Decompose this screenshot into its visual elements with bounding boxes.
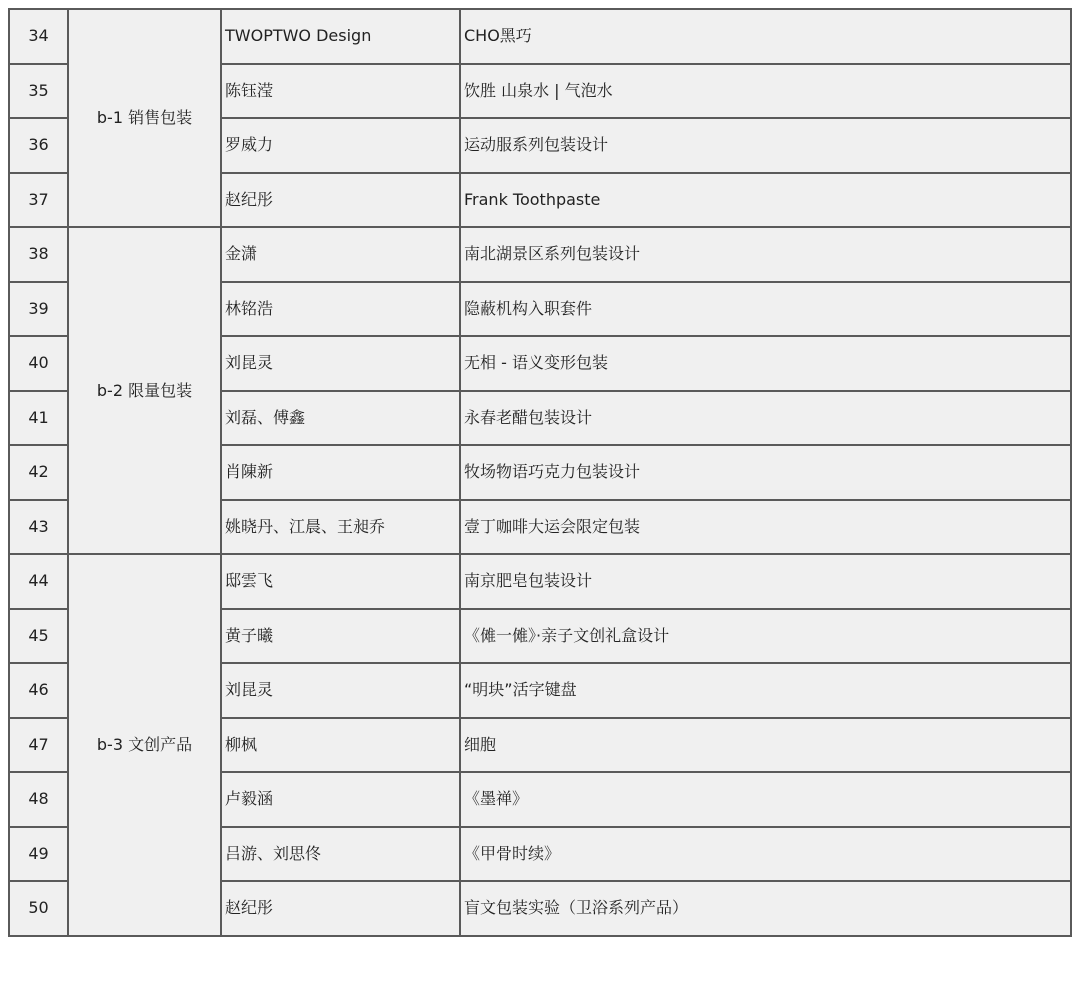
row-number: 49 bbox=[9, 827, 68, 882]
entries-table bbox=[8, 8, 1072, 937]
row-number: 36 bbox=[9, 118, 68, 173]
row-number: 50 bbox=[9, 881, 68, 936]
work-title-cell: 《墨禅》 bbox=[460, 772, 1071, 827]
author-cell: 赵纪彤 bbox=[221, 881, 460, 936]
work-title-cell: 牧场物语巧克力包装设计 bbox=[460, 445, 1071, 500]
author-cell: 刘昆灵 bbox=[221, 336, 460, 391]
category-cell: b-1 销售包装 bbox=[68, 9, 221, 227]
row-number: 38 bbox=[9, 227, 68, 282]
work-title-cell: CHO黑巧 bbox=[460, 9, 1071, 64]
row-number: 40 bbox=[9, 336, 68, 391]
work-title-cell: 盲文包装实验（卫浴系列产品） bbox=[460, 881, 1071, 936]
author-cell: 姚晓丹、江晨、王昶乔 bbox=[221, 500, 460, 555]
row-number: 46 bbox=[9, 663, 68, 718]
author-cell: 柳枫 bbox=[221, 718, 460, 773]
author-cell: 林铭浩 bbox=[221, 282, 460, 337]
row-number: 42 bbox=[9, 445, 68, 500]
author-cell: 陈钰滢 bbox=[221, 64, 460, 119]
row-number: 35 bbox=[9, 64, 68, 119]
work-title-cell: “明块”活字键盘 bbox=[460, 663, 1071, 718]
author-cell: 黄子曦 bbox=[221, 609, 460, 664]
row-number: 41 bbox=[9, 391, 68, 446]
row-number: 37 bbox=[9, 173, 68, 228]
entries-table-wrapper bbox=[8, 8, 1072, 937]
work-title-cell: 壹丁咖啡大运会限定包装 bbox=[460, 500, 1071, 555]
row-number: 45 bbox=[9, 609, 68, 664]
row-number: 43 bbox=[9, 500, 68, 555]
category-cell: b-3 文创产品 bbox=[68, 554, 221, 936]
table-row bbox=[9, 554, 1071, 609]
work-title-cell: Frank Toothpaste bbox=[460, 173, 1071, 228]
author-cell: TWOPTWO Design bbox=[221, 9, 460, 64]
work-title-cell: 《甲骨时续》 bbox=[460, 827, 1071, 882]
row-number: 44 bbox=[9, 554, 68, 609]
work-title-cell: 南北湖景区系列包装设计 bbox=[460, 227, 1071, 282]
work-title-cell: 永春老醋包装设计 bbox=[460, 391, 1071, 446]
work-title-cell: 饮胜 山泉水 | 气泡水 bbox=[460, 64, 1071, 119]
table-row bbox=[9, 9, 1071, 64]
author-cell: 金潇 bbox=[221, 227, 460, 282]
author-cell: 卢毅涵 bbox=[221, 772, 460, 827]
work-title-cell: 《傩一傩》·亲子文创礼盒设计 bbox=[460, 609, 1071, 664]
author-cell: 刘昆灵 bbox=[221, 663, 460, 718]
author-cell: 刘磊、傅鑫 bbox=[221, 391, 460, 446]
category-cell: b-2 限量包装 bbox=[68, 227, 221, 554]
work-title-cell: 隐蔽机构入职套件 bbox=[460, 282, 1071, 337]
row-number: 34 bbox=[9, 9, 68, 64]
author-cell: 赵纪彤 bbox=[221, 173, 460, 228]
work-title-cell: 南京肥皂包装设计 bbox=[460, 554, 1071, 609]
work-title-cell: 无相 - 语义变形包装 bbox=[460, 336, 1071, 391]
row-number: 39 bbox=[9, 282, 68, 337]
table-row bbox=[9, 227, 1071, 282]
work-title-cell: 运动服系列包装设计 bbox=[460, 118, 1071, 173]
author-cell: 肖陳新 bbox=[221, 445, 460, 500]
author-cell: 邸雲飞 bbox=[221, 554, 460, 609]
row-number: 47 bbox=[9, 718, 68, 773]
row-number: 48 bbox=[9, 772, 68, 827]
author-cell: 吕游、刘思佟 bbox=[221, 827, 460, 882]
work-title-cell: 细胞 bbox=[460, 718, 1071, 773]
author-cell: 罗威力 bbox=[221, 118, 460, 173]
